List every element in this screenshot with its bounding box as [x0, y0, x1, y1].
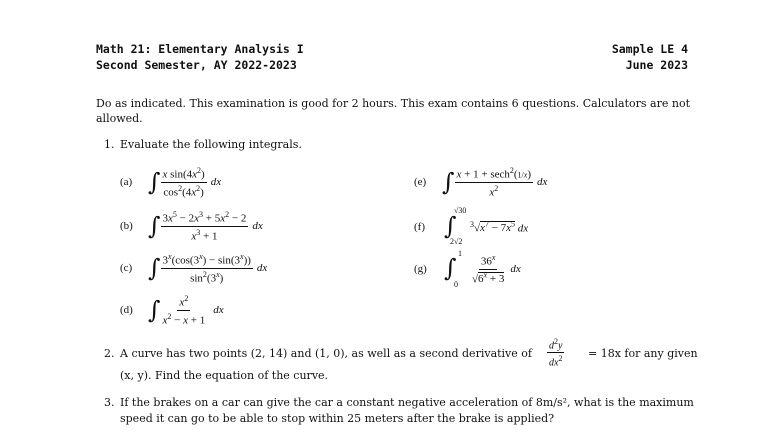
question-2-number: 2.	[104, 347, 115, 360]
integral-g: (g) ∫ 1 0 $\frac{36^x}{√6^x + 3}$ dx	[414, 249, 521, 289]
item-label: (g)	[414, 263, 427, 275]
question-2-line1-tail: = 18x for any given	[588, 347, 698, 360]
integral-d: (d) ∫ $\frac{x^2}{x^2 - x + 1}$ dx	[120, 294, 224, 327]
question-3-number: 3.	[104, 396, 115, 409]
question-1-text: Evaluate the following integrals.	[120, 138, 302, 151]
item-label: (a)	[120, 176, 133, 189]
second-derivative: $\frac{d^2y}{dx^2}$	[549, 337, 563, 369]
lower-limit: 0	[454, 280, 458, 289]
item-label: (e)	[414, 176, 427, 189]
exam-title: Sample LE 4	[611, 42, 688, 56]
integral-sign: ∫	[444, 212, 457, 240]
item-label: (c)	[120, 262, 133, 275]
lower-limit: 2√2	[450, 237, 463, 246]
question-3-line1: If the brakes on a car can give the car a constant negative acceleration of 8m/s², what is the maximum	[120, 396, 694, 409]
upper-limit: √30	[454, 206, 467, 215]
question-2-line1: A curve has two points (2, 14) and (1, 0), as well as a second derivative of	[120, 347, 532, 360]
item-label: (d)	[120, 304, 133, 317]
question-3-line2: speed it can go to be able to stop within 25 meters after the brake is applied?	[120, 412, 555, 425]
integral-sign: ∫	[148, 168, 161, 197]
item-label: (f)	[414, 221, 425, 233]
question-2-line2: (x, y). Find the equation of the curve.	[120, 369, 329, 382]
integral-b: (b) ∫ $\frac{3x^5 - 2x^3 + 5x^2 - 2}{x^3 + 1}$ dx	[120, 210, 263, 243]
integral-sign: ∫	[442, 168, 455, 197]
integral-a: (a) ∫ $\frac{x \sin(4x^2)}{\cos^2(4x^2)}$ dx	[120, 166, 222, 199]
upper-limit: 1	[458, 249, 462, 258]
integral-e: (e) ∫ $\frac{x + 1 + \sec h^2(1/x)}{x^2}$ dx	[414, 166, 548, 199]
exam-date: June 2023	[625, 58, 688, 72]
item-label: (b)	[120, 220, 133, 233]
integral-sign: ∫	[148, 296, 161, 325]
semester: Second Semester, AY 2022-2023	[96, 58, 297, 72]
integral-sign: ∫	[148, 212, 161, 241]
integral-c: (c) ∫ $\frac{3^x(\cos(3^x) - \sin(3^x))}{\sin^2(3^x)}$ dx	[120, 252, 268, 285]
integral-sign: ∫	[148, 254, 161, 283]
question-1-number: 1.	[104, 138, 115, 151]
instructions: Do as indicated. This examination is good for 2 hours. This exam contains 6 questions. Calculators are not allowed.	[96, 97, 690, 125]
integral-f: (f) ∫ √30 2√2 $^3√x^7 - 7x^5$ dx	[414, 206, 529, 246]
course-title: Math 21: Elementary Analysis I	[96, 42, 304, 56]
integral-sign: ∫	[444, 254, 457, 282]
